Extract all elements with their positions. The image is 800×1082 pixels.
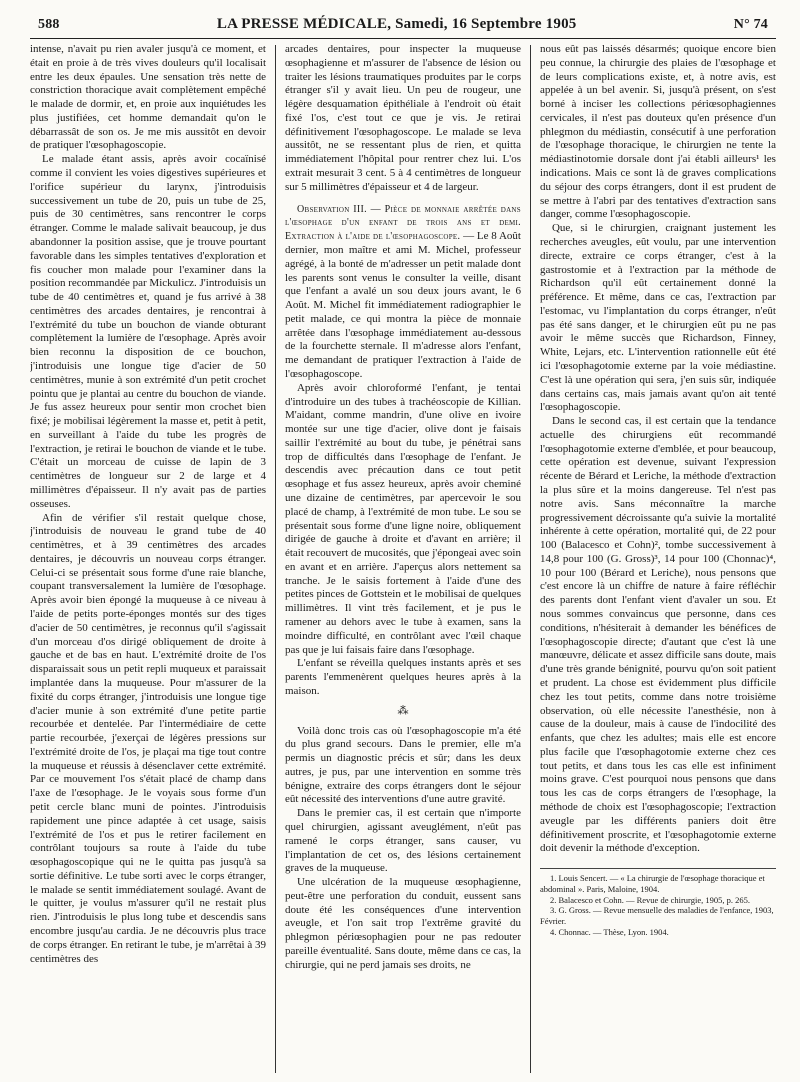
paragraph: Que, si le chirurgien, craignant justement les recherches aveugles, eût voulu, par une intervention directe, extraire ce corps étranger, c'est à la gastrostomie et à l'extraction par la méthode de Richardson qu'il eût certainement donné la préférence. Et même, dans ce cas, l'extraction par l'estomac, vu l'implantation du corps étranger, n'eût pas été sans danger, et le chirurgien eût pu ne pas avoir le même succès que Richardson, Finney, White, Lejars, etc. L'intervention rationnelle eût été ici l'œsophagotomie externe par la voie médiastine. C'est là une opération qui sera, j'en suis sûr, indiquée dans certains cas, mais jamais avant qu'on ait tenté l'œsophagoscopie. xyxy=(539,222,776,414)
paragraph: L'enfant se réveilla quelques instants après et ses parents l'emmenèrent quelques heures après à la maison. xyxy=(284,657,521,697)
paragraph: Une ulcération de la muqueuse œsophagienne, peut-être une perforation du conduit, eussent sans doute été les conséquences d'une intervention aveugle, et l'on sait trop l'extrême gravité du phlegmon périœsophagien pour ne pas redouter pareille éventualité. Sans doute, même dans ce cas, la chirurgie, qui ne perd jamais ses droits, ne xyxy=(284,876,521,971)
column-rule xyxy=(275,45,276,1073)
column-rule xyxy=(530,45,531,1073)
section-separator: ⁂ xyxy=(397,704,409,717)
footnote: 1. Louis Sencert. — « La chirurgie de l'œsophage thoracique et abdominal ». Paris, Maloine, 1904. xyxy=(539,873,765,894)
paragraph: Dans le second cas, il est certain que la tendance actuelle des chirurgiens eût recommandé l'œsophagotomie externe d'emblée, et pour beaucoup, cette opération est devenue, suivant l'expression récente de Bérard et Leriche, la méthode d'extraction la plus sûre et la moins dangereuse. Tel n'est pas notre avis. Sans méconnaître la marche progressivement décroissante qu'a suivie la mortalité inhérente à cette opération, mortalité qui, de 22 pour 100 (Balacesco et Cohn)², tombe successivement à 14,8 pour 100 (G. Gross)³, 14 pour 100 (Chonnac)⁴, 10 pour 100 (Bérard et Leriche), nous pensons que c'est encore là un chiffre de nature à faire réfléchir des parents dont l'enfant vient d'avaler un sou. Et nous sommes convaincus que personne, dans ces conditions, n'hésiterait à demander les bénéfices de l'œsophagoscopie directe; d'autant que c'est là une manœuvre, délicate et assez difficile sans doute, mais d'une très grande bénignité, pourvu qu'on soit patient et prudent. La chose est évidemment plus difficile chez les tout petits, comme dans notre troisième observation, où elle nécessite l'anesthésie, non à cause de la douleur, mais à cause de l'indocilité des enfants, que chez les adultes; mais elle est encore plus facile que l'œsophagotomie externe chez ces tout petits, et dans tous les cas elle est infiniment moins grave. C'est pourquoi nous pensons que dans tous les cas de corps étrangers de l'œsophage, la méthode de choix est l'œsophagoscopie; l'extraction aveugle par les différents paniers doit être définitivement proscrite, et l'œsophagotomie externe doit devenir la méthode d'exception. xyxy=(539,415,776,855)
paragraph: Afin de vérifier s'il restait quelque chose, j'introduisis de nouveau le grand tube de 40 centimètres, et à 39 centimètres des arcades dentaires, je découvris un nouveau corps étranger. Celui-ci se présentait sous forme d'une raie blanche, coupant transversalement la lumière de l'œsophage. Après avoir bien épongé la muqueuse à ce niveau à l'aide de petits porte-éponges montés sur des tiges d'acier de 50 centimètres, je reconnus qu'il s'agissait d'un morceau d'os dirigé obliquement de droite à gauche et de bas en haut. L'extrémité droite de l'os disparaissait sous un petit repli muqueux et paraissait implantée dans la muqueuse. Pour m'assurer de la fixité du corps étranger, j'introduisis une longue tige d'acier munie à son extrémité d'une petite partie recourbée et dentelée. Par l'intermédiaire de cette partie recourbée, j'exerçai de légères pressions sur l'extrémité droite de l'os, je plaçai ma tige tout contre la muqueuse et réussis à désenclaver cette extrémité. Par ce mouvement l'os s'était placé de champ dans l'axe de l'œsophage. Je le voyais sous forme d'un petit cercle blanc muni de pointes. J'introduisis rapidement une pince adaptée à cet usage, saisis l'extrémité de l'os et pus le retirer facilement en contrôlant toujours sa route à l'aide du tube œsophagoscopique qui ne le quitta pas jusqu'à sa sortie définitive. Le tube sorti avec le corps étranger, le malade se sentit immédiatement soulagé. Avant de le quitter, je voulus m'assurer qu'il ne restait plus rien. J'introduisis le plus long tube et descendis sans encombre jusqu'au cardia. Je ne découvris plus trace de corps étranger. En retirant le tube, je m'arrêtai à 39 centimètres des xyxy=(30,511,266,965)
observation-text: — Le 8 Août dernier, mon maître et ami M. Michel, professeur agrégé, à la bonté de m'adresser un petit malade dont les parents sont venus le consulter la veille, disant que l'enfant a avalé un sou deux jours avant, le 6 Août. M. Michel fit immédiatement radiographier le petit malade, ce qui montra la pièce de monnaie arrêtée dans l'œsophage immédiatement au-dessous de la fourchette sternale. Il m'adresse alors l'enfant, me demandant de pratiquer l'extraction à l'aide de l'œsophagoscope. xyxy=(284,230,521,380)
observation-paragraph xyxy=(285,203,521,382)
footnotes xyxy=(540,868,776,938)
paragraph: Dans le premier cas, il est certain que n'importe quel chirurgien, agissant aveuglément, n'eût pas ramené le corps étranger, sans causer, vu l'implantation de cet os, des lésions certainement graves de la muqueuse. xyxy=(284,807,521,875)
paragraph: arcades dentaires, pour inspecter la muqueuse œsophagienne et m'assurer de l'absence de lésion ou traiter les lésions traumatiques produites par le corps étranger s'il y avait lieu. Un peu de rougeur, une légère desquamation épithéliale à l'endroit où était fixé l'os, c'est tout ce que je vis. Je retirai définitivement l'œsophagoscope. Le malade se leva aussitôt, ne se ressentant plus de rien, et quitta immédiatement l'hôpital pour rentrer chez lui. L'os extrait mesurait 3 cent. 5 à 4 centimètres de longueur sur 5 millimètres d'épaisseur et 4 de largeur. xyxy=(284,43,521,193)
paragraph: intense, n'avait pu rien avaler jusqu'à ce moment, et était en proie à de très vives douleurs qu'il localisait entre les deux épaules. Une sensation très nette de constriction thoracique avait complètement empêché le malade de dormir, et, en proie aux inquiétudes les plus justifiées, cet homme demandait qu'on le débarrassât de son os. Je me mis aussitôt en devoir de pratiquer l'œsophagoscopie. xyxy=(30,43,266,152)
journal-title: LA PRESSE MÉDICALE, Samedi, 16 Septembre 1905 xyxy=(216,16,577,32)
column-1 xyxy=(30,43,266,1081)
column-3 xyxy=(540,43,776,1081)
page-header xyxy=(30,6,776,39)
column-2 xyxy=(285,43,521,1081)
page-number: 588 xyxy=(38,17,60,32)
paragraph: nous eût pas laissés désarmés; quoique encore bien peu connue, la chirurgie des plaies de l'œsophage et de leurs complications existe, et, à notre avis, est appelée à un bel avenir. Si, jusqu'à présent, on s'est borné à inciser les collections périœsophagiennes cervicales, il n'est pas douteux qu'en présence d'un phlegmon du médiastin, consécutif à une perforation de l'œsophage thoracique, le chirurgien ne tente la médiastinotomie dorsale dont j'ai établi ailleurs¹ les indications. Mais ce sont là de graves complications du séjour des corps étrangers, dont il est prudent de se mettre à l'abri par des tentatives d'extraction sans danger, comme l'œsophagoscopie. xyxy=(539,43,776,221)
observation-heading: Observation III. — Pièce de monnaie arrêtée dans l'œsophage d'un enfant de trois ans et demi. Extraction à l'aide de l'œsophagoscope. xyxy=(284,203,521,243)
text-columns xyxy=(30,43,776,1081)
issue-number: N° 74 xyxy=(733,17,768,32)
paragraph: Le malade étant assis, après avoir cocaïnisé comme il convient les voies digestives supérieures et l'orifice supérieur du larynx, j'introduisis successivement un tube de 20, puis un tube de 25, puis de 30 centimètres, sans rencontrer le corps étranger. Comme le malade salivait beaucoup, je dus abandonner la position assise, que je trouve pourtant favorable dans les simples tentatives d'exploration et fis coucher mon malade pour l'examiner dans la position recommandée par Mickulicz. J'introduisis un tube de 40 centimètres et, quand je fus arrivé à 38 centimètres des arcades dentaires, je rencontrai à l'extrémité du tube un bouchon de viande obturant complètement la lumière de l'œsophage. Après avoir bien reconnu la disposition de ce bouchon, j'introduisis une longue tige d'acier de 50 centimètres, munie à son extrémité d'un petit crochet pointu que je plantai au centre du bouchon de viande. Je fus assez heureux pour sentir mon crochet bien fixé; je mobilisai légèrement la masse et, petit à petit, en surveillant à l'aide du tube les progrès de l'extraction, je retirai le bouchon de viande et le tube. C'était un morceau de cuisse de lapin de 3 centimètres de longueur sur 2 de large et 4 millimètres d'épaisseur. Il n'y avait pas de parties osseuses. xyxy=(30,153,266,510)
footnote: 4. Chonnac. — Thèse, Lyon. 1904. xyxy=(549,927,669,938)
paragraph: Après avoir chloroformé l'enfant, je tentai d'introduire un des tubes à trachéoscopie de Killian. M'aidant, comme mandrin, d'une olive en ivoire montée sur une tige d'acier, olive dont je faisais saillir l'extrémité au bout du tube, je pénétrai sans trop de difficultés dans l'œsophage de l'enfant. Je descendis avec précaution dans ce tout petit œsophage et fus assez heureux, après avoir cheminé une dizaine de centimètres, par apercevoir le sou placé de champ, à l'extrémité de mon tube. Le sou se présentait sous forme d'une ligne noire, obliquement dirigée de gauche à droite et d'avant en arrière; il était recouvert de mucosités, que j'épongeai avec soin en avant et en arrière. J'aperçus alors nettement sa tranche. Je le saisis fortement à l'aide d'une des petites pinces de Gottstein et le mobilisai de quelques millimètres. Il vint très facilement, et je pus le ramener au dehors avec le tube à examen, sans la moindre difficulté, en contrôlant avec l'œil chaque pas que je lui faisais faire dans l'œsophage. xyxy=(284,381,521,656)
footnote: 3. G. Gross. — Revue mensuelle des maladies de l'enfance, 1903, Février. xyxy=(539,905,774,927)
footnote: 2. Balacesco et Cohn. — Revue de chirurgie, 1905, p. 265. xyxy=(549,894,750,905)
paragraph: Voilà donc trois cas où l'œsophagoscopie m'a été du plus grand secours. Dans le premier, elle m'a permis un diagnostic précis et sûr; dans les deux autres, je pus, par une intervention en somme très bénigne, extraire des corps étrangers dont le séjour eût nécessité des interventions d'une autre gravité. xyxy=(284,724,521,806)
